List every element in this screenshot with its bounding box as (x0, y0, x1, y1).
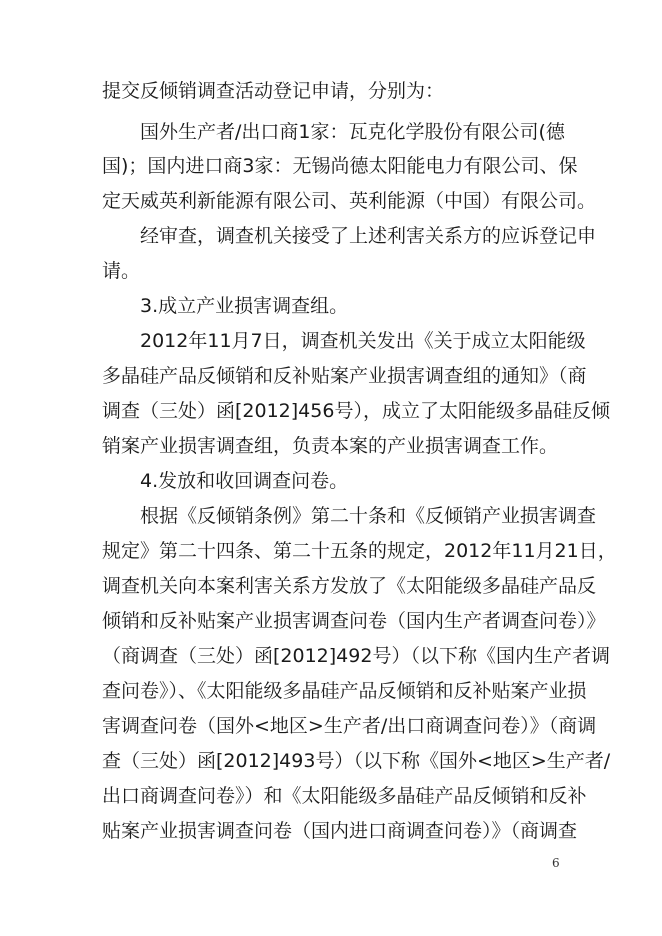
section-heading: 3.成立产业损害调查组。 (140, 295, 349, 317)
text-line: 根据《反倾销条例》第二十条和《反倾销产业损害调查 (140, 505, 597, 527)
text-line: 提交反倾销调查活动登记申请，分别为： (102, 80, 445, 102)
page-number: 6 (552, 856, 560, 870)
text-line: （商调查（三处）函[2012]492号）（以下称《国内生产者调 (102, 645, 610, 667)
text-line: 规定》第二十四条、第二十五条的规定，2012年11月21日， (102, 540, 617, 562)
text-line: 定天威英利新能源有限公司、英利能源（中国）有限公司。 (102, 190, 597, 212)
text-line: 调查（三处）函[2012]456号），成立了太阳能级多晶硅反倾 (102, 400, 610, 422)
text-line: 销案产业损害调查组，负责本案的产业损害调查工作。 (102, 435, 559, 457)
text-line: 倾销和反补贴案产业损害调查问卷（国内生产者调查问卷）》 (102, 610, 606, 632)
text-line: 害调查问卷（国外<地区>生产者/出口商调查问卷）》（商调 (102, 715, 597, 737)
text-line: 国)；国内进口商3家：无锡尚德太阳能电力有限公司、保 (102, 155, 578, 177)
text-line: 调查机关向本案利害关系方发放了《太阳能级多晶硅产品反 (102, 575, 597, 597)
text-line: 多晶硅产品反倾销和反补贴案产业损害调查组的通知》（商 (102, 365, 587, 387)
section-heading: 4.发放和收回调查问卷。 (140, 470, 349, 492)
text-line: 出口商调查问卷》）和《太阳能级多晶硅产品反倾销和反补 (102, 785, 587, 807)
text-line: 2012年11月7日，调查机关发出《关于成立太阳能级 (140, 330, 586, 352)
text-line: 查（三处）函[2012]493号）（以下称《国外<地区>生产者/ (102, 750, 611, 772)
text-line: 国外生产者/出口商1家：瓦克化学股份有限公司(德 (140, 121, 565, 143)
text-line: 请。 (102, 260, 141, 282)
text-line: 查问卷》）、《太阳能级多晶硅产品反倾销和反补贴案产业损 (102, 680, 587, 702)
text-line: 贴案产业损害调查问卷（国内进口商调查问卷）》（商调查 (102, 820, 578, 842)
text-line: 经审查，调查机关接受了上述利害关系方的应诉登记申 (140, 225, 597, 247)
